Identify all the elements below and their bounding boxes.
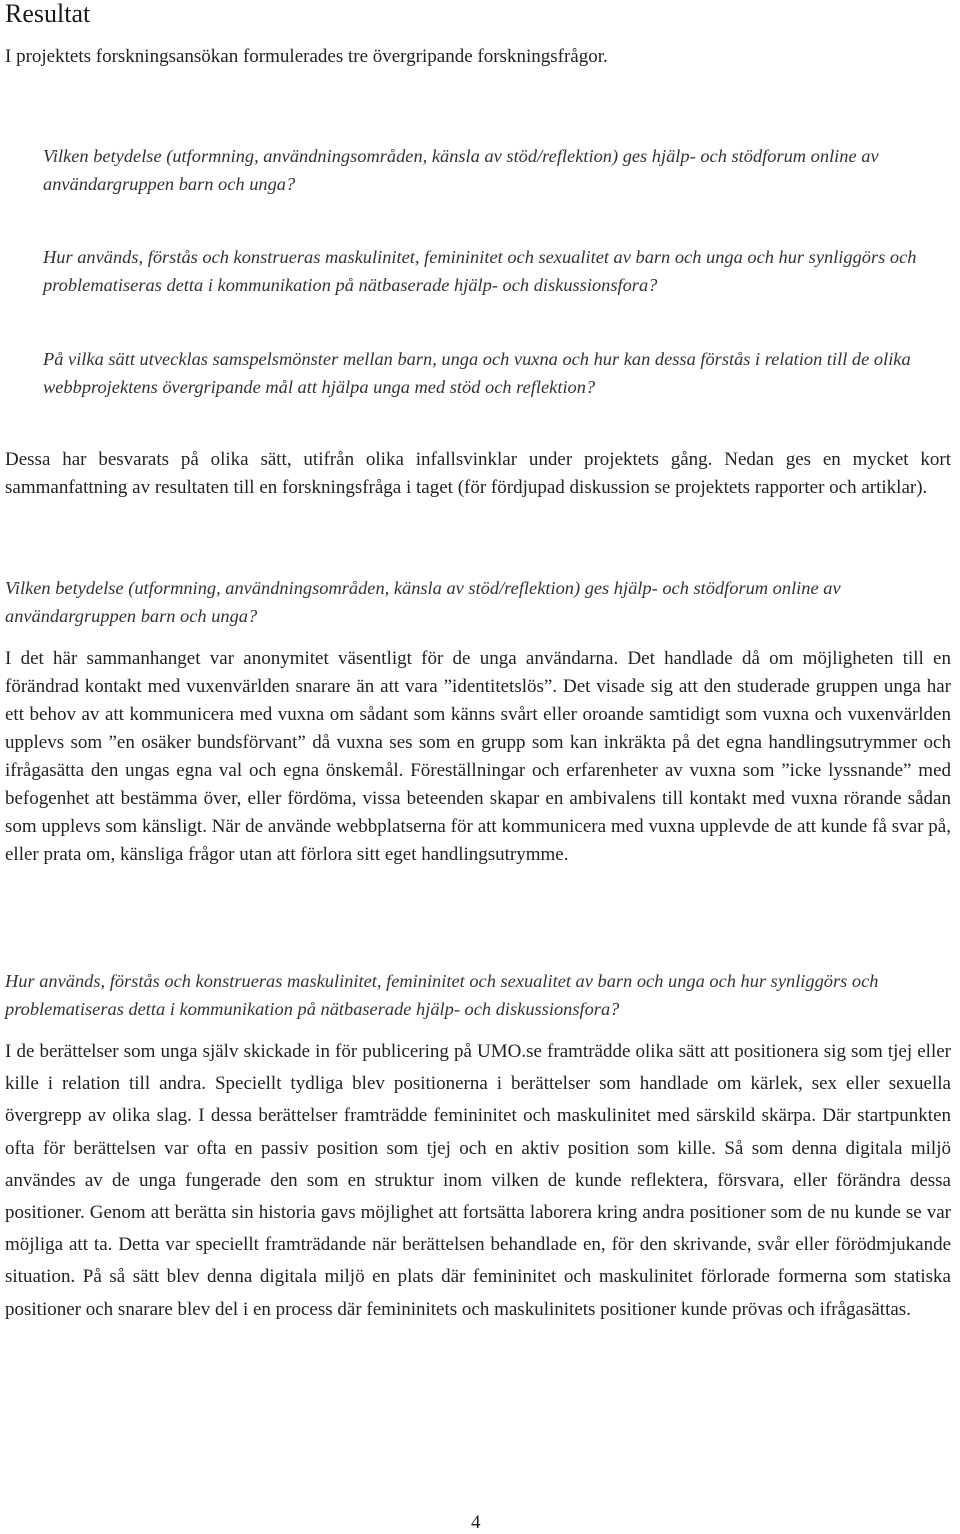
summary-intro-paragraph: Dessa har besvarats på olika sätt, utifrån olika infallsvinklar under projektets gång. Nedan ges en mycket kort sammanfattning av resultaten till en forskningsfråga i taget (för fördjupad diskussion se projektets rapporter och artiklar). bbox=[5, 449, 951, 498]
research-question-2: Hur används, förstås och konstrueras maskulinitet, femininitet och sexualitet av barn och unga och hur synliggörs och problematiseras detta i kommunikation på nätbaserade hjälp- och diskussionsfora? bbox=[43, 247, 917, 295]
section1-question: Vilken betydelse (utformning, användningsområden, känsla av stöd/reflektion) ges hjälp- och stödforum online av användargruppen barn och unga? bbox=[5, 578, 841, 626]
research-question-3: På vilka sätt utvecklas samspelsmönster mellan barn, unga och vuxna och hur kan dessa förstås i relation till de olika webbprojektens övergripande mål att hjälpa unga med stöd och reflektion? bbox=[43, 349, 911, 397]
page-number: 4 bbox=[471, 1512, 481, 1533]
research-question-1: Vilken betydelse (utformning, användningsområden, känsla av stöd/reflektion) ges hjälp- och stödforum online av användargruppen barn och unga? bbox=[43, 146, 879, 194]
section2-text: I de berättelser som unga själv skickade in för publicering på UMO.se framträdde olika sätt att positionera sig som tjej eller kille i relation till andra. Speciellt tydliga blev positionerna i berättelser som handlade om kärlek, sex eller sexuella övergrepp av olika slag. I dessa berättelser framträdde femininitet och maskulinitet med särskild skärpa. Där startpunkten ofta för berättelsen var ofta en passiv position som tjej och en aktiv position som kille. Så som denna digitala miljö användes av de unga fungerade den som en struktur inom vilken de kunde reflektera, försvara, eller förändra dessa positioner. Genom att berätta sin historia gavs möjlighet att fortsätta laborera kring andra positioner som de nu kunde se var möjliga att ta. Detta var speciellt framträdande när berättelsen behandlade en, för den skrivande, svår eller förödmjukande situation. På så sätt blev denna digitala miljö en plats där femininitet och maskulinitet förlorade formerna som statiska positioner och snarare blev del i en process där femininitets och maskulinitets positioner kunde prövas och ifrågasättas. bbox=[5, 1041, 951, 1320]
section2-question: Hur används, förstås och konstrueras maskulinitet, femininitet och sexualitet av barn och unga och hur synliggörs och problematiseras detta i kommunikation på nätbaserade hjälp- och diskussionsfora? bbox=[5, 971, 879, 1019]
intro-paragraph: I projektets forskningsansökan formulerades tre övergripande forskningsfrågor. bbox=[5, 46, 608, 67]
section1-text: I det här sammanhanget var anonymitet väsentligt för de unga användarna. Det handlade då om möjligheten till en förändrad kontakt med vuxenvärlden snarare än att vara ”identitetslös”. Det visade sig att den studerade gruppen unga har ett behov av att kommunicera med vuxna om sådant som känns svårt eller oroande samtidigt som vuxna och vuxenvärlden upplevs som ”en osäker bundsförvant” då vuxna ses som en grupp som kan inkräkta på det egna handlingsutrymmer och ifrågasätta den ungas egna val och egna önskemål. Föreställningar och erfarenheter av vuxna som ”icke lyssnande” med befogenhet att bestämma över, eller fördöma, vissa beteenden skapar en ambivalens till kontakt med vuxna rörande sådan som upplevs som känsligt. När de använde webbplatserna för att kommunicera med vuxna upplevde de att kunde få svar på, eller prata om, känsliga frågor utan att förlora sitt eget handlingsutrymme. bbox=[5, 648, 951, 865]
section-heading: Resultat bbox=[5, 0, 91, 28]
